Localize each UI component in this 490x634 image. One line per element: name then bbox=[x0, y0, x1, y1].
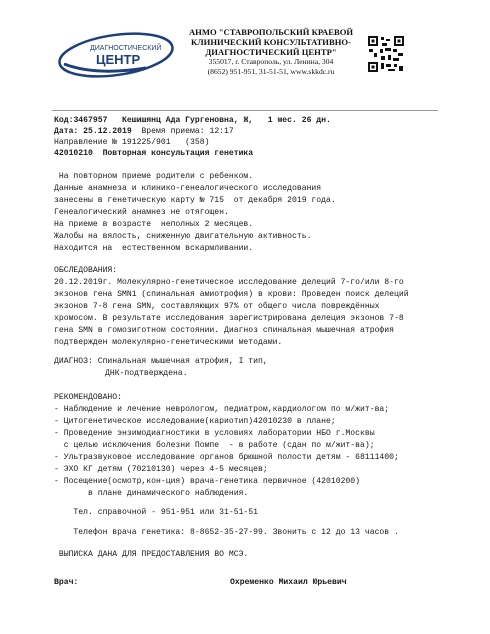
exam-heading: ОБСЛЕДОВАНИЯ: bbox=[54, 266, 118, 275]
exam-line: подтвержден молекулярно-генетическими методами. bbox=[54, 338, 283, 347]
date-label: Дата: bbox=[54, 127, 79, 136]
recommendation-item: - Ультразвуковое исследование органов брюшной полости детям - 68111400; bbox=[54, 453, 399, 462]
body-line: Жалобы на вялость, сниженную двигательную активность. bbox=[54, 232, 312, 241]
referral-label: Направление № bbox=[54, 138, 118, 147]
header-divider bbox=[52, 110, 438, 111]
contacts-line: (8652) 951-951, 31-51-51, www.skkdc.ru bbox=[207, 66, 335, 76]
logo-text-top: ДИАГНОСТИЧЕСКИЙ bbox=[90, 45, 162, 52]
code-label: Код: bbox=[54, 116, 74, 125]
recommendation-item: - Цитогенетическое исследование(кариотип)42010230 в плане; bbox=[54, 417, 336, 426]
exam-line: хромосом. В результате исследования зарегистрирована делеция экзонов 7-8 bbox=[54, 314, 404, 323]
time-label: Время приема: bbox=[141, 127, 205, 136]
patient-age: 1 мес. 26 дн. bbox=[267, 116, 331, 125]
referral-line bbox=[54, 138, 209, 148]
visit-time: 12:17 bbox=[209, 127, 234, 136]
recommendation-item: - Проведение энзимодиагностики в условиях лаборатории НБО г.Москвы bbox=[54, 429, 375, 438]
patient-name: Кешишянц Ада Гургеновна, Ж, bbox=[122, 116, 254, 125]
service-name: Повторная консультация генетика bbox=[102, 149, 254, 158]
recommendation-item: с целью исключения болезни Помпе - в работе (сдан по м/жит-ва); bbox=[54, 441, 375, 450]
logo bbox=[56, 30, 176, 80]
exam-line: экзонов 7-8 гена SMN, составляющих 97% от общего числа повреждённых bbox=[54, 302, 380, 311]
qr-code-icon bbox=[368, 36, 404, 72]
patient-code: 3467957 bbox=[73, 116, 108, 125]
diagnosis-line bbox=[54, 357, 268, 367]
recommendation-item: - ЭХО КГ детям (70210130) через 4-5 месяцев; bbox=[54, 465, 268, 474]
patient-line bbox=[54, 116, 331, 126]
service-code: 42010210 bbox=[54, 149, 93, 158]
body-line: Данные анамнеза и клинико-генеалогического исследования bbox=[54, 184, 322, 193]
doctor-label: Врач: bbox=[54, 578, 79, 587]
diagnosis-line-2: ДНК-подтверждена. bbox=[105, 369, 188, 378]
diagnosis-label: ДИАГНОЗ: bbox=[54, 357, 93, 366]
body-line: На приеме в возрасте неполных 2 месяцев. bbox=[54, 220, 254, 229]
date-line bbox=[54, 127, 234, 137]
logo-graphic bbox=[56, 30, 176, 80]
org-line: ДИАГНОСТИЧЕСКИЙ ЦЕНТР" bbox=[205, 47, 337, 57]
organization-block bbox=[186, 27, 356, 76]
body-line: Находится на естественном вскармливании. bbox=[54, 244, 254, 253]
org-line: КЛИНИЧЕСКИЙ КОНСУЛЬТАТИВНО- bbox=[191, 37, 351, 47]
recommendation-item: - Посещение(осмотр,кон-ция) врача-генетика первичное (42010200) bbox=[54, 477, 360, 486]
body-line: занесены в генетическую карту № 715 от декабря 2019 года. bbox=[54, 196, 336, 205]
visit-date: 25.12.2019 bbox=[83, 127, 132, 136]
doctor-phone: Телефон врача генетика: 8-8652-35-27-99. Звонить с 12 до 13 часов . bbox=[54, 528, 399, 537]
exam-line: экзонов гена SMN1 (спинальная амиотрофия) в крови: Проведен поиск делеций bbox=[54, 290, 409, 299]
service-line bbox=[54, 149, 253, 159]
diagnosis-text: Спинальная мышечная атрофия, I тип, bbox=[97, 357, 268, 366]
address-line: 355017, г. Ставрополь, ул. Ленина, 304 bbox=[208, 57, 334, 66]
recommendations-heading: РЕКОМЕНДОВАНО: bbox=[54, 393, 122, 402]
footer-note: ВЫПИСКА ДАНА ДЛЯ ПРЕДОСТАВЛЕНИЯ ВО МСЭ. bbox=[54, 550, 249, 559]
recommendation-item: в плане динамического наблюдения. bbox=[54, 489, 249, 498]
recommendation-item: - Наблюдение и лечение неврологом, педиатром,кардиологом по м/жит-ва; bbox=[54, 405, 390, 414]
logo-text-bottom: ЦЕНТР bbox=[96, 52, 141, 67]
referral-number: 191225/901 bbox=[122, 138, 171, 147]
referral-extra: (358) bbox=[185, 138, 210, 147]
doctor-name: Охременко Михаил Юрьевич bbox=[230, 578, 347, 587]
body-line: На повторном приеме родители с ребенком. bbox=[54, 172, 254, 181]
body-line: Генеалогический анамнез не отягощен. bbox=[54, 208, 229, 217]
exam-line: гена SMN в гомозиготном состоянии. Диагноз спинальная мышечная атрофия bbox=[54, 326, 394, 335]
org-line: АНМО "СТАВРОПОЛЬСКИЙ КРАЕВОЙ bbox=[188, 27, 354, 37]
exam-line: 20.12.2019г. Молекулярно-генетическое исследование делеций 7-го/или 8-го bbox=[54, 278, 404, 287]
reference-phone: Тел. справочной - 951-951 или 31-51-51 bbox=[54, 508, 258, 517]
